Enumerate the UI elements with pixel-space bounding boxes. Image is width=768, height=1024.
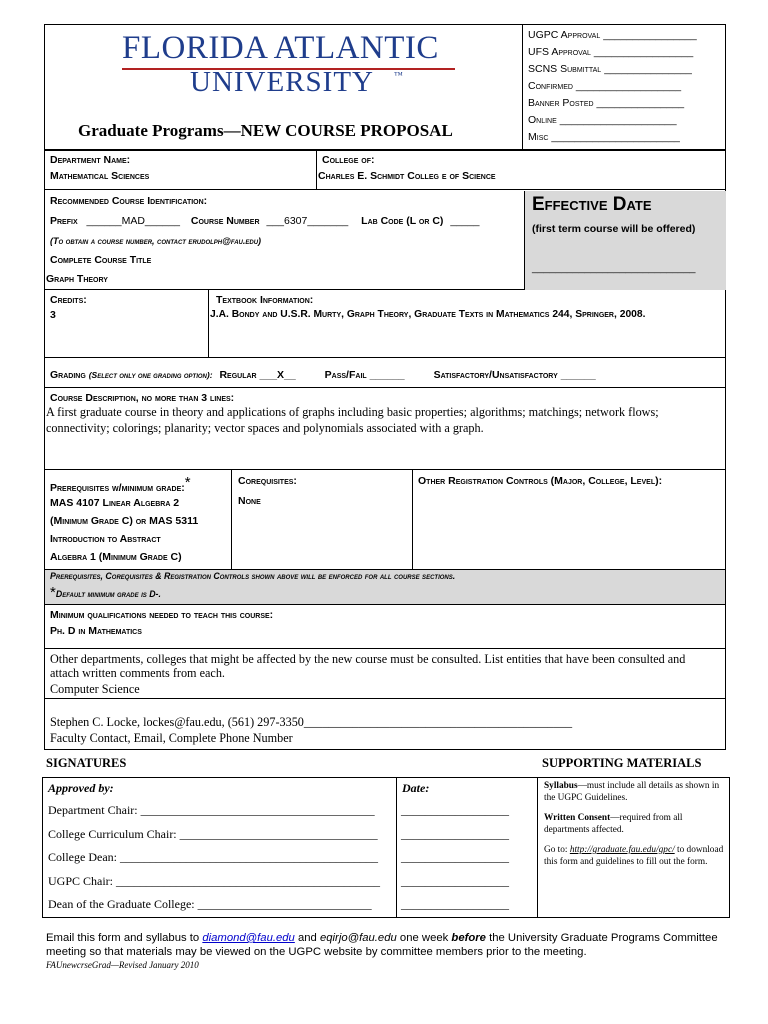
supporting-heading: SUPPORTING MATERIALS <box>542 756 702 770</box>
consult-line1: Other departments, colleges that might be affected by the new course must be consulted. List entities that have been consulted and <box>50 652 686 666</box>
other-controls-label: Other Registration Controls (Major, College, Level): <box>418 475 663 487</box>
prereq-header <box>50 474 191 494</box>
prereq-line1: MAS 4107 Linear Algebra 2 <box>50 497 180 509</box>
effective-date-line[interactable]: ____________________________ <box>532 262 696 274</box>
enforcement-line2 <box>50 584 161 601</box>
effective-date-title: Effective Date <box>532 194 652 215</box>
approval-row <box>528 112 725 129</box>
date-line[interactable]: __________________ <box>401 874 509 888</box>
approval-line[interactable]: __________________ <box>575 80 682 92</box>
footer-email-eqirjo[interactable]: eqirjo@fau.edu <box>319 932 397 944</box>
credits-row <box>44 290 726 358</box>
signature-line[interactable]: _______________________________________ <box>140 803 375 817</box>
goto-link[interactable]: http://graduate.fau.edu/gpc/ <box>569 845 675 855</box>
course-number-field[interactable]: ___6307_______ <box>266 215 349 227</box>
dept-college-divider <box>316 150 317 190</box>
approval-line[interactable]: _________________ <box>593 46 694 58</box>
goto-note <box>544 844 726 868</box>
footer-text-2: and <box>294 932 320 944</box>
signature-line[interactable]: _________________________________ <box>179 827 378 841</box>
prereq-star: * <box>184 474 191 491</box>
lab-code-field[interactable]: _____ <box>450 215 480 227</box>
approval-label: Confirmed <box>528 80 573 92</box>
footer-line1 <box>46 932 718 944</box>
fau-logo <box>118 30 462 98</box>
regular-option[interactable]: ___X__ <box>259 369 296 381</box>
course-title-value: Graph Theory <box>46 273 108 285</box>
goto-prefix: Go to: <box>544 845 570 855</box>
goto-suffix: to download this form and guidelines to fill out the form. <box>544 845 724 867</box>
description-label: Course Description, no more than 3 lines: <box>50 392 235 404</box>
sig-date-divider <box>396 777 397 918</box>
coreq-label: Corequisites: <box>238 475 297 487</box>
consent-text: —required from all departments affected. <box>544 813 683 835</box>
coreq-value: None <box>238 495 261 507</box>
credits-value: 3 <box>50 309 56 321</box>
qualifications-label: Minimum qualifications needed to teach this course: <box>50 609 274 621</box>
date-line[interactable]: __________________ <box>401 827 509 841</box>
signatures-heading: SIGNATURES <box>46 756 127 770</box>
grading-line <box>50 369 596 381</box>
contact-line <box>50 715 572 730</box>
default-grade-note: Default minimum grade is D-. <box>55 589 161 599</box>
footer-text-3: one week <box>396 932 452 944</box>
college-value: Charles E. Schmidt Colleg e of Science <box>318 170 496 182</box>
prereq-divider <box>231 470 232 570</box>
approval-row <box>528 95 725 112</box>
lab-code-label: Lab Code (L or C) <box>361 215 444 227</box>
passfail-label: Pass/Fail <box>324 369 367 381</box>
syllabus-text: —must include all details as shown in the UGPC Guidelines. <box>544 781 720 803</box>
enforcement-line1: Prerequisites, Corequisites & Registration Controls shown above will be enforced for all course sections. <box>50 571 456 581</box>
description-line1: A first graduate course in theory and applications of graphs including basic properties; algorithms; matchings; network flows; <box>46 405 659 419</box>
date-line[interactable]: __________________ <box>401 897 509 911</box>
approval-line[interactable]: ____________________ <box>559 114 677 126</box>
approval-line[interactable]: ______________________ <box>551 131 680 143</box>
signature-row <box>48 874 380 889</box>
signature-row <box>48 827 378 842</box>
signature-label: UGPC Chair: <box>48 874 114 888</box>
syllabus-label: Syllabus <box>544 781 578 791</box>
description-line2: connectivity; colorings; planarity; vector spaces and polynomials associated with a graph. <box>46 421 484 435</box>
enforcement-star: * <box>50 584 56 601</box>
approval-label: Misc <box>528 131 549 143</box>
supporting-materials <box>544 780 726 868</box>
signature-label: Dean of the Graduate College: <box>48 897 195 911</box>
prefix-label: Prefix <box>50 215 78 227</box>
approval-label: UGPC Approval <box>528 29 601 41</box>
effective-date-subtitle: (first term course will be offered) <box>532 223 696 235</box>
prereq-line4: Algebra 1 (Minimum Grade C) <box>50 551 182 563</box>
date-line[interactable]: __________________ <box>401 803 509 817</box>
prereq-line2: (Minimum Grade C) or MAS 5311 <box>50 515 199 527</box>
course-id-fields <box>50 215 480 227</box>
consent-label: Written Consent <box>544 813 611 823</box>
regular-label: Regular <box>219 369 257 381</box>
approval-row <box>528 129 725 146</box>
form-title: Graduate Programs—NEW COURSE PROPOSAL <box>78 121 453 140</box>
signature-label: Department Chair: <box>48 803 138 817</box>
prereq-label: Prerequisites w/minimum grade: <box>50 482 185 494</box>
approved-by-label: Approved by: <box>48 781 114 795</box>
signature-row <box>48 897 372 912</box>
signature-label: College Curriculum Chair: <box>48 827 177 841</box>
contact-fill-line[interactable]: ____________________________________________ <box>303 715 573 729</box>
approval-label: Banner Posted <box>528 97 594 109</box>
footer-email-diamond[interactable]: diamond@fau.edu <box>202 932 295 944</box>
satisfactory-option[interactable]: ______ <box>560 369 596 381</box>
credits-label: Credits: <box>50 294 87 306</box>
textbook-value: J.A. Bondy and U.S.R. Murty, Graph Theory, Graduate Texts in Mathematics 244, Springer, 2008. <box>210 309 646 320</box>
approval-line[interactable]: ________________ <box>603 29 697 41</box>
logo-line2: UNIVERSITY <box>190 66 374 98</box>
footer-line2: meeting so that materials may be viewed on the UGPC website by committee members prior to the meeting. <box>46 946 587 958</box>
approval-line[interactable]: _______________ <box>604 63 692 75</box>
footer-text-4: the University Graduate Programs Committee <box>485 932 718 944</box>
date-supporting-divider <box>537 777 538 918</box>
qualifications-value: Ph. D in Mathematics <box>50 625 142 637</box>
approval-line[interactable]: _______________ <box>596 97 685 109</box>
syllabus-note <box>544 780 726 804</box>
footer-emphasis: before <box>451 932 486 944</box>
date-label: Date: <box>402 781 430 795</box>
consent-note <box>544 812 726 836</box>
approval-label: Online <box>528 114 557 126</box>
textbook-label: Textbook Information: <box>216 294 314 306</box>
passfail-option[interactable]: ______ <box>369 369 405 381</box>
approvals-box <box>522 24 726 150</box>
approval-label: UFS Approval <box>528 46 591 58</box>
signature-line[interactable]: ____________________________________________ <box>116 874 381 888</box>
approval-row <box>528 27 725 44</box>
signature-row <box>48 850 378 865</box>
department-value: Mathematical Sciences <box>50 170 150 182</box>
signature-line[interactable]: _____________________________ <box>197 897 372 911</box>
coreq-divider <box>412 470 413 570</box>
grading-note: (Select only one grading option): <box>88 370 213 380</box>
consult-line2: attach written comments from each. <box>50 666 225 680</box>
signature-label: College Dean: <box>48 850 117 864</box>
consult-value: Computer Science <box>50 682 140 696</box>
credits-divider <box>208 290 209 358</box>
contact-label: Faculty Contact, Email, Complete Phone Number <box>50 731 293 745</box>
approval-label: SCNS Submittal <box>528 63 602 75</box>
signature-row <box>48 803 375 818</box>
grading-label: Grading <box>50 369 86 381</box>
college-label: College of: <box>322 154 375 166</box>
date-line[interactable]: __________________ <box>401 850 509 864</box>
approval-row <box>528 61 725 78</box>
approval-row <box>528 78 725 95</box>
course-id-label: Recommended Course Identification: <box>50 195 208 207</box>
trademark: ™ <box>394 70 403 80</box>
prefix-field[interactable]: ______MAD______ <box>86 215 180 227</box>
department-label: Department Name: <box>50 154 131 166</box>
revision-note: FAUnewcrseGrad—Revised January 2010 <box>46 960 199 970</box>
footer-text-1: Email this form and syllabus to <box>46 932 203 944</box>
prereq-line3: Introduction to Abstract <box>50 533 161 545</box>
satisfactory-label: Satisfactory/Unsatisfactory <box>433 369 558 381</box>
signature-line[interactable]: ___________________________________________ <box>119 850 378 864</box>
course-number-label: Course Number <box>190 215 260 227</box>
course-number-note: (To obtain a course number, contact erudolph@fau.edu) <box>50 236 262 246</box>
approvals-list <box>523 25 725 146</box>
course-title-label: Complete Course Title <box>50 254 152 266</box>
approval-row <box>528 44 725 61</box>
logo-line1: FLORIDA ATLANTIC <box>122 30 439 66</box>
contact-value: Stephen C. Locke, lockes@fau.edu, (561) 297-3350 <box>50 715 304 729</box>
